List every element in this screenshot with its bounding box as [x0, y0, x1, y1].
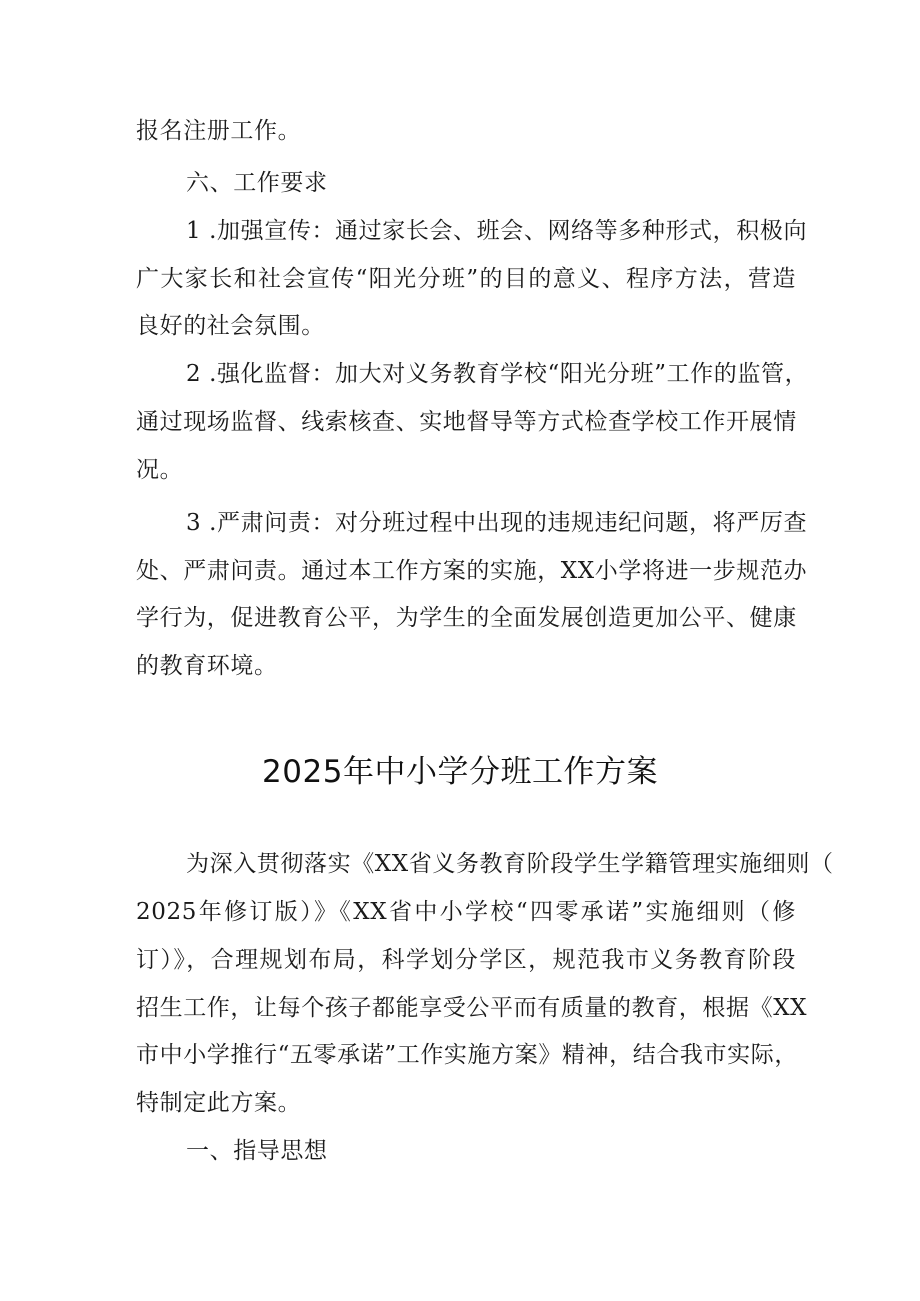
paragraph-line: 招生工作，让每个孩子都能享受公平而有质量的教育，根据《XX	[136, 995, 808, 1021]
paragraph-line: 特制定此方案。	[136, 1090, 302, 1116]
section-heading: 一、指导思想	[186, 1138, 328, 1164]
paragraph-line: 为深入贯彻落实《XX省义务教育阶段学生学籍管理实施细则（	[186, 851, 834, 877]
paragraph-line: 处、严肃问责。通过本工作方案的实施，XX小学将进一步规范办	[136, 558, 808, 584]
paragraph-line: 市中小学推行“五零承诺”工作实施方案》精神，结合我市实际，	[136, 1042, 798, 1068]
section-heading: 六、工作要求	[186, 170, 328, 196]
document-title: 2025年中小学分班工作方案	[262, 754, 658, 790]
paragraph-line: 况。	[136, 457, 184, 483]
paragraph-line: 通过现场监督、线索核查、实地督导等方式检查学校工作开展情	[136, 409, 797, 435]
paragraph-line: 广大家长和社会宣传“阳光分班”的目的意义、程序方法，营造	[136, 266, 796, 292]
paragraph-line: 2 .强化监督：加大对义务教育学校“阳光分班”工作的监管，	[186, 361, 809, 387]
paragraph-line: 1 .加强宣传：通过家长会、班会、网络等多种形式，积极向	[186, 218, 808, 244]
paragraph-line: 的教育环境。	[136, 653, 278, 679]
paragraph-line: 报名注册工作。	[136, 118, 302, 144]
paragraph-line: 良好的社会氛围。	[136, 313, 325, 339]
paragraph-line: 学行为，促进教育公平，为学生的全面发展创造更加公平、健康	[136, 605, 797, 631]
paragraph-line: 2025年修订版）》《XX省中小学校“四零承诺”实施细则（修	[136, 899, 796, 925]
paragraph-line: 3 .严肃问责：对分班过程中出现的违规违纪问题，将严厉查	[186, 510, 808, 536]
paragraph-line: 订）》，合理规划布局，科学划分学区，规范我市义务教育阶段	[136, 947, 796, 973]
